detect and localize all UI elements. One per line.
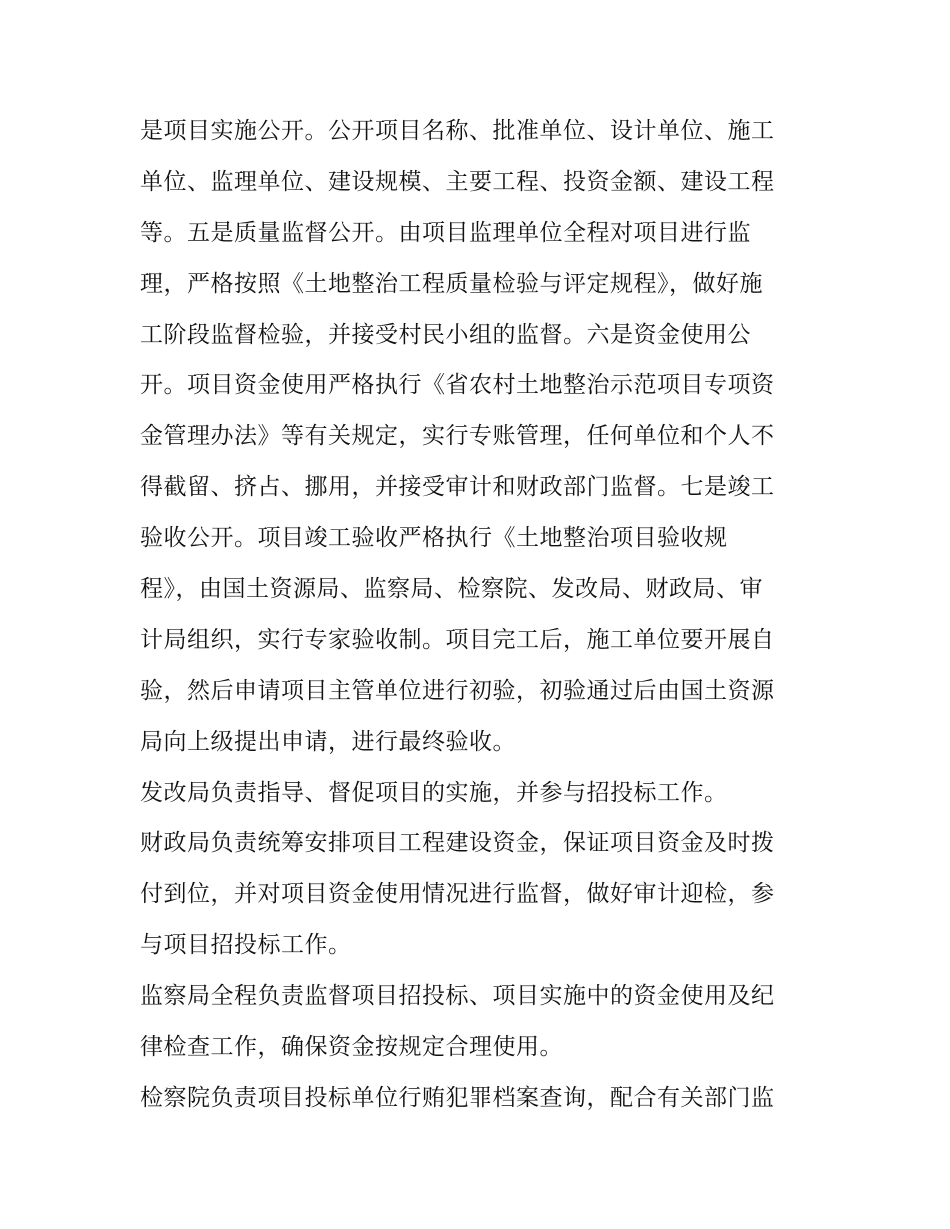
text-line: 得截留、挤占、挪用，并接受审计和财政部门监督。七是竣工 — [140, 474, 775, 501]
text-line: 验，然后申请项目主管单位进行初验，初验通过后由国土资源 — [140, 677, 775, 704]
text-line: 检察院负责项目投标单位行贿犯罪档案查询，配合有关部门监 — [140, 1084, 775, 1111]
text-line: 与项目招投标工作。 — [140, 932, 352, 959]
text-line: 监察局全程负责监督项目招投标、项目实施中的资金使用及纪 — [140, 983, 775, 1010]
text-line: 发改局负责指导、督促项目的实施，并参与招投标工作。 — [140, 779, 728, 806]
text-line: 付到位，并对项目资金使用情况进行监督，做好审计迎检，参 — [140, 881, 775, 908]
text-line: 等。五是质量监督公开。由项目监理单位全程对项目进行监 — [140, 219, 751, 246]
text-line: 开。项目资金使用严格执行《省农村土地整治示范项目专项资 — [140, 372, 775, 399]
text-line: 单位、监理单位、建设规模、主要工程、投资金额、建设工程 — [140, 168, 775, 195]
text-line: 律检查工作，确保资金按规定合理使用。 — [140, 1034, 563, 1061]
body-text — [140, 106, 820, 1124]
text-line: 局向上级提出申请，进行最终验收。 — [140, 728, 516, 755]
text-line: 计局组织，实行专家验收制。项目完工后，施工单位要开展自 — [140, 626, 775, 653]
text-line: 验收公开。项目竣工验收严格执行《土地整治项目验收规 — [140, 525, 728, 552]
text-line: 理，严格按照《土地整治工程质量检验与评定规程》，做好施 — [140, 270, 763, 297]
text-line: 财政局负责统筹安排项目工程建设资金，保证项目资金及时拨 — [140, 830, 775, 857]
text-line: 是项目实施公开。公开项目名称、批准单位、设计单位、施工 — [140, 118, 775, 144]
text-line: 程》，由国土资源局、监察局、检察院、发改局、财政局、审 — [140, 576, 763, 603]
text-line: 金管理办法》等有关规定，实行专账管理，任何单位和个人不 — [140, 423, 775, 450]
text-line: 工阶段监督检验，并接受村民小组的监督。六是资金使用公 — [140, 321, 751, 348]
